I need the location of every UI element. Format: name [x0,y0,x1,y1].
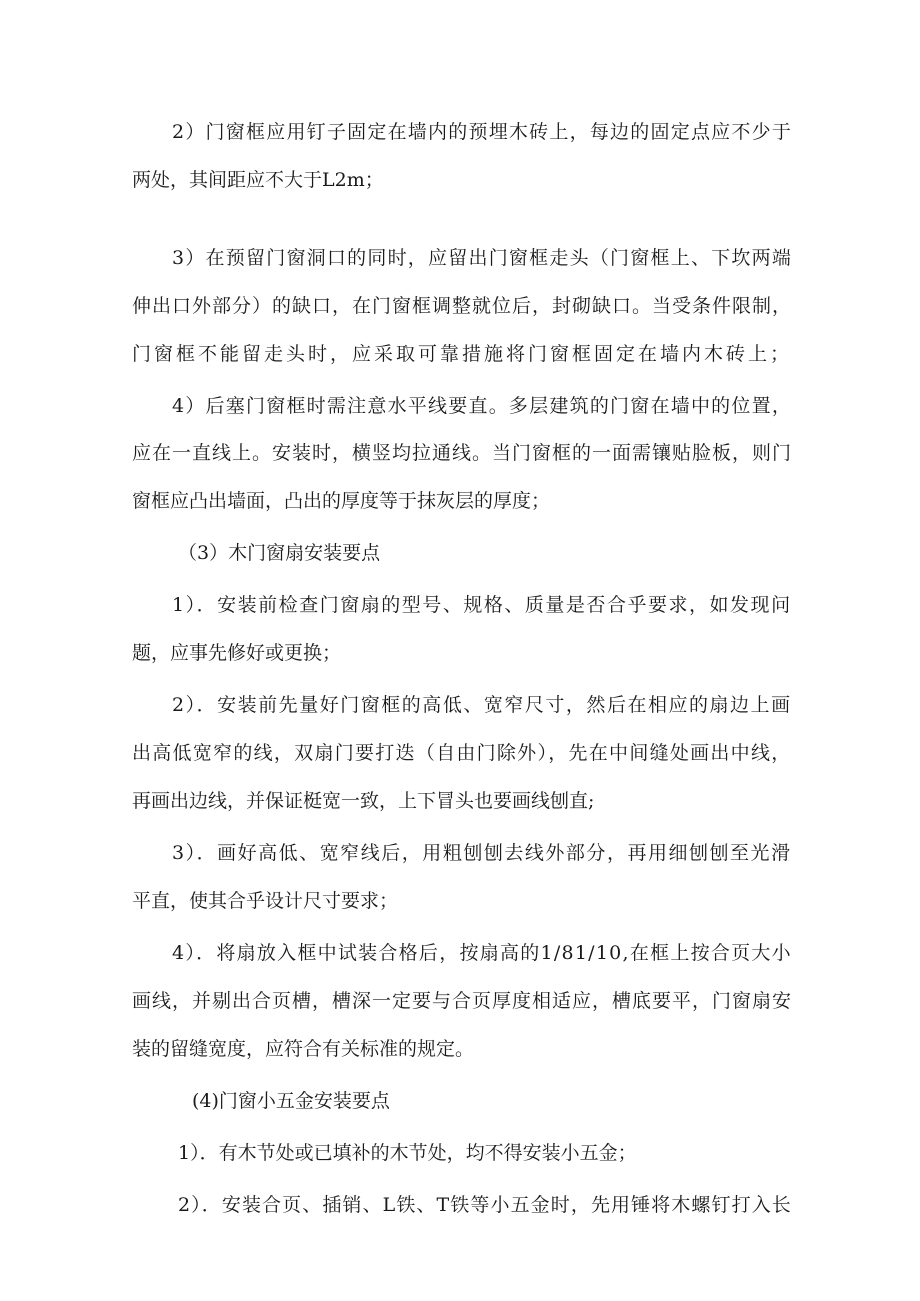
text-line: 画线，并剔出合页槽，槽深一定要与合页厚度相适应，槽底要平，门窗扇安 [132,990,793,1012]
text-line: 3）．画好高低、宽窄线后，用粗刨刨去线外部分，再用细刨刨至光滑 [172,842,792,864]
text-line: 1）．安装前检查门窗扇的型号、规格、质量是否合乎要求，如发现问 [172,594,792,616]
text-line: 1）．有木节处或已填补的木节处，均不得安装小五金； [178,1142,637,1164]
text-line: 应在一直线上。安装时，横竖均拉通线。当门窗框的一面需镶贴脸板，则门 [132,442,793,464]
text-line: 装的留缝宽度，应符合有关标准的规定。 [132,1038,475,1060]
section-heading: (4)门窗小五金安装要点 [192,1090,390,1112]
text-line: 2）．安装前先量好门窗框的高低、宽窄尺寸，然后在相应的扇边上画 [172,694,792,716]
text-line: 4）．将扇放入框中试装合格后，按扇高的1/81/10,在框上按合页大小 [172,942,792,964]
text-line: 4）后塞门窗框时需注意水平线要直。多层建筑的门窗在墙中的位置， [172,395,793,417]
text-line: 再画出边线，并保证梃宽一致，上下冒头也要画线刨直; [132,790,595,812]
text-line: 题，应事先修好或更换； [132,642,342,664]
text-line: 2）门窗框应用钉子固定在墙内的预埋木砖上，每边的固定点应不少于 [172,121,793,143]
section-heading: （3）木门窗扇安装要点 [178,542,381,564]
text-line: 3）在预留门窗洞口的同时，应留出门窗框走头（门窗框上、下坎两端 [172,247,793,269]
text-line: 门窗框不能留走头时，应采取可靠措施将门窗框固定在墙内木砖上； [132,343,793,365]
text-line: 出高低宽窄的线，双扇门要打迭（自由门除外），先在中间缝处画出中线， [132,742,792,764]
text-line: 平直，使其合乎设计尺寸要求； [132,890,399,912]
text-line: 2）．安装合页、插销、L铁、T铁等小五金时，先用锤将木螺钉打入长 [178,1194,792,1216]
text-line: 窗框应凸出墙面，凸出的厚度等于抹灰层的厚度； [132,490,551,512]
text-line: 两处，其间距应不大于L2m； [132,169,384,191]
text-line: 伸出口外部分）的缺口，在门窗框调整就位后，封砌缺口。当受条件限制， [132,295,793,317]
